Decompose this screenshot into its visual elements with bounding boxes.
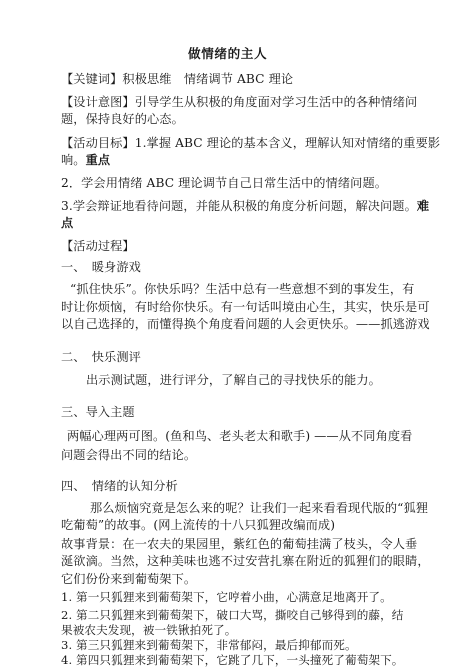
objective-item-3 xyxy=(61,198,429,214)
section4-line-1: 那么烦恼究竟是怎么来的呢？让我们一起来看看现代版的“狐狸 xyxy=(90,501,429,515)
objectives-line-1: 【活动目标】1.掌握 ABC 理论的基本含义，理解认知对情绪的重要影 xyxy=(61,136,441,150)
story-background-line-3: 它们份份来到葡萄架下。 xyxy=(61,572,197,586)
objective-item-2: 2．学会用情绪 ABC 理论调节自己日常生活中的情绪问题。 xyxy=(61,176,388,190)
document-title: 做情绪的主人 xyxy=(188,46,268,61)
story-item-4: 4. 第四只狐狸来到葡萄架下，它跳了几下，一头撞死了葡萄架下。 xyxy=(61,653,404,667)
keywords-line: 【关键词】积极思维 情绪调节 ABC 理论 xyxy=(61,72,294,86)
story-item-3: 3. 第三只狐狸来到葡萄架下，非常郁闷，最后抑郁而死。 xyxy=(61,638,357,652)
design-intent-line-2: 题，保持良好的心态。 xyxy=(61,112,184,126)
objective-item-3-text: 3.学会辩证地看待问题，并能从积极的角度分析问题，解决问题。 xyxy=(61,199,417,213)
section1-heading: 一、 暖身游戏 xyxy=(61,260,141,274)
section2-line-1: 出示测试题，进行评分，了解自己的寻找快乐的能力。 xyxy=(86,373,381,387)
section1-line-1: “抓住快乐”。你快乐吗？生活中总有一些意想不到的事发生，有 xyxy=(70,282,415,296)
section1-line-3: 以自己选择的，而懂得换个角度看问题的人会更快乐。——抓逃游戏 xyxy=(61,317,430,331)
section3-heading: 三、导入主题 xyxy=(61,405,135,419)
section1-line-2: 时让你烦恼，有时给你快乐。有一句话叫境由心生，其实，快乐是可 xyxy=(61,300,430,314)
story-item-2-line-2: 果被农夫发现，被一铁锹拍死了。 xyxy=(61,623,237,637)
section3-line-1: 两幅心理两可图。(鱼和鸟、老头老太和歌手) ——从不同角度看 xyxy=(67,429,413,443)
story-item-1: 1. 第一只狐狸来到葡萄架下，它哼着小曲，心满意足地离开了。 xyxy=(61,590,392,604)
difficulty-label-a: 难 xyxy=(416,199,430,213)
design-intent-line-1: 【设计意图】引导学生从积极的角度面对学习生活中的各种情绪问 xyxy=(61,95,418,109)
story-item-2-line-1: 2. 第二只狐狸来到葡萄架下，破口大骂，撕咬自己够得到的藤，结 xyxy=(61,608,404,622)
section4-line-2: 吃葡萄”的故事。(网上流传的十八只狐狸改编而成) xyxy=(61,518,336,532)
objectives-line-2-text: 响。 xyxy=(61,153,86,167)
section4-heading: 四、 情绪的认知分析 xyxy=(61,479,178,493)
process-heading: 【活动过程】 xyxy=(61,239,135,253)
difficulty-label-b: 点 xyxy=(61,216,74,230)
key-point-label: 重点 xyxy=(85,153,111,167)
objectives-line-2 xyxy=(61,152,110,168)
section2-heading: 二、 快乐测评 xyxy=(61,350,141,364)
story-background-line-2: 涎欲滴。当然，这种美味也逃不过安营扎寨在附近的狐狸们的眼睛， xyxy=(61,554,430,568)
story-background-line-1: 故事背景：在一农夫的果园里，紫红色的葡萄挂满了枝头，令人垂 xyxy=(61,537,418,551)
section3-line-2: 问题会得出不同的结论。 xyxy=(61,448,197,462)
